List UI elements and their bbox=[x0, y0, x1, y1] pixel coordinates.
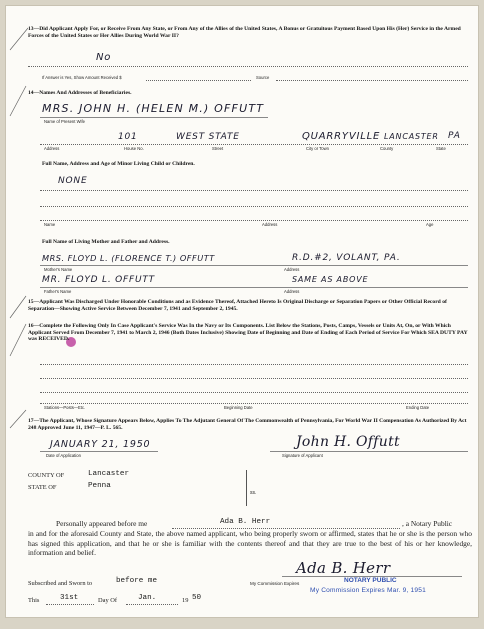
notary-stamp-title: NOTARY PUBLIC bbox=[344, 577, 397, 584]
q13-amount-label: If Answer is Yes, Show Amount Received $ bbox=[42, 75, 122, 80]
child-label-name: Name bbox=[44, 222, 56, 227]
day-value: 31st bbox=[60, 594, 79, 602]
q16-line-1 bbox=[40, 364, 468, 365]
notary-signature: Ada B. Herr bbox=[296, 559, 391, 577]
q13-source-line bbox=[276, 80, 468, 81]
label-county: County bbox=[380, 146, 394, 151]
label-address: Address bbox=[44, 146, 60, 151]
q16-text: 16—Complete the Following Only In Case Applicant's Service Was In the Navy or Its Components. List Below the Stations, Posts, Camps, Vessels or Units At, On, or With Which Applicant Served From December 7, 1941 to March 2, 1946 (Both Dates Inclusive) Showing Date of Beginning and Date of Ending of Each Period of Service For Which SEA DUTY PAY was RECEIVED. bbox=[28, 323, 468, 343]
commission-label: My Commission Expires bbox=[250, 581, 300, 586]
mark-q15 bbox=[10, 296, 26, 318]
county-label: COUNTY OF bbox=[28, 472, 65, 479]
date-line bbox=[40, 451, 158, 452]
state-label: STATE OF bbox=[28, 484, 57, 491]
ss-bracket bbox=[242, 470, 247, 506]
q13-amount-line bbox=[146, 80, 251, 81]
label-street: Street bbox=[212, 146, 224, 151]
wife-label: Name of Present Wife bbox=[44, 119, 85, 124]
children-line-3 bbox=[40, 220, 468, 221]
mother-line bbox=[40, 265, 468, 266]
q17-text: 17—The Applicant, Whose Signature Appears Below, Applies To The Adjutant General Of The Commonwealth of Pennsylvania, For World War II Compensation As Authorized By Act 248 Approved June 11, 1947—P. L. 565. bbox=[28, 418, 467, 431]
parents-text: Full Name of Living Mother and Father and Address. bbox=[42, 239, 170, 245]
notary-body: in and for the aforesaid County and State, the above named applicant, who being properly sworn or affirmed, states that he or she is the person who has signed this application, and that he or she is familiar with the contents thereof and that they are true to the best of his or her knowledge, information and belief. bbox=[28, 529, 472, 558]
father-label: Father's Name bbox=[44, 289, 72, 294]
child-label-age: Age bbox=[426, 222, 434, 227]
q13-answer: No bbox=[96, 52, 112, 63]
applicant-signature: John H. Offutt bbox=[296, 434, 400, 450]
wife-name: MRS. JOHN H. (HELEN M.) OFFUTT bbox=[42, 102, 265, 115]
q15-text: 15—Applicant Was Discharged Under Honorable Conditions and as Evidence Thereof, Attached Hereto Is Original Discharge or Separation Papers or Other Official Record of Separation—Showing Active Service Between December 7, 1941 and September 2, 1945. bbox=[28, 299, 447, 312]
label-city: City or Town bbox=[306, 146, 329, 151]
q14-text: 14—Names And Addresses of Beneficiaries. bbox=[28, 90, 132, 96]
appeared-prefix: Personally appeared before me bbox=[56, 519, 148, 528]
mother-address-label: Address bbox=[284, 267, 300, 272]
children-line-1 bbox=[40, 190, 468, 191]
ss-label: ss. bbox=[250, 490, 257, 496]
father-address: SAME AS ABOVE bbox=[292, 275, 369, 284]
children-text: Full Name, Address and Age of Minor Living Child or Children. bbox=[42, 161, 195, 167]
father-address-label: Address bbox=[284, 289, 300, 294]
city: QUARRYVILLE bbox=[302, 131, 381, 142]
county-value: Lancaster bbox=[88, 470, 130, 478]
appeared-suffix: , a Notary Public bbox=[402, 519, 453, 528]
child-label-address: Address bbox=[262, 222, 278, 227]
county: LANCASTER bbox=[384, 132, 439, 141]
father-line bbox=[40, 287, 468, 288]
mark-q14 bbox=[10, 86, 26, 116]
notary-stamp-expiry: My Commission Expires Mar. 9, 1951 bbox=[310, 587, 426, 594]
mother-label: Mother's Name bbox=[44, 267, 73, 272]
mother-address: R.D.#2, VOLANT, PA. bbox=[292, 253, 401, 263]
month-value: Jan. bbox=[138, 594, 157, 602]
subscribed-label: Subscribed and Sworn to bbox=[28, 580, 93, 587]
state: PA bbox=[448, 131, 461, 141]
children-line-2 bbox=[40, 206, 468, 207]
q16-label-ending: Ending Date bbox=[406, 405, 430, 410]
mother-name: MRS. FLOYD L. (FLORENCE T.) OFFUTT bbox=[42, 253, 215, 263]
q16-label-stations: Stations—Posts—Etc. bbox=[44, 405, 86, 410]
house-number: 101 bbox=[118, 132, 138, 142]
mark-q16 bbox=[10, 324, 26, 356]
label-house-no: House No. bbox=[124, 146, 144, 151]
day-of-label: Day Of bbox=[98, 597, 117, 604]
day-line bbox=[46, 604, 94, 605]
state-value: Penna bbox=[88, 482, 111, 490]
subscribed-value: before me bbox=[116, 577, 158, 585]
children-value: NONE bbox=[58, 176, 88, 186]
label-state: State bbox=[436, 146, 446, 151]
q13-text: 13—Did Applicant Apply For, or Receive From Any State, or From Any of the Allies of the United States, A Bonus or Gratuitous Payment Based Upon His (Her) Service in the Armed Forces of the United States or Her Allies During World War II? bbox=[28, 26, 461, 39]
application-form-page bbox=[6, 6, 478, 617]
signature-label: Signature of Applicant bbox=[282, 453, 323, 458]
notary-name: Ada B. Herr bbox=[220, 518, 271, 526]
street: WEST STATE bbox=[176, 132, 240, 142]
q16-line-4 bbox=[40, 403, 468, 404]
q16-label-beginning: Beginning Date bbox=[224, 405, 253, 410]
q13-answer-line bbox=[28, 66, 468, 67]
this-label: This bbox=[28, 597, 40, 604]
address-line bbox=[40, 144, 468, 145]
month-line bbox=[126, 604, 178, 605]
application-date: JANUARY 21, 1950 bbox=[50, 439, 151, 450]
q13-source-label: Source bbox=[256, 75, 270, 80]
year-prefix: 19 bbox=[182, 597, 189, 604]
mark-q17 bbox=[10, 410, 26, 428]
mark-q13 bbox=[10, 28, 28, 50]
year-value: 50 bbox=[192, 594, 202, 602]
father-name: MR. FLOYD L. OFFUTT bbox=[42, 275, 155, 285]
q16-line-2 bbox=[40, 378, 468, 379]
wife-name-line bbox=[40, 117, 268, 118]
date-label: Date of Application bbox=[46, 453, 81, 458]
signature-line bbox=[270, 451, 468, 452]
q16-line-3 bbox=[40, 392, 468, 393]
